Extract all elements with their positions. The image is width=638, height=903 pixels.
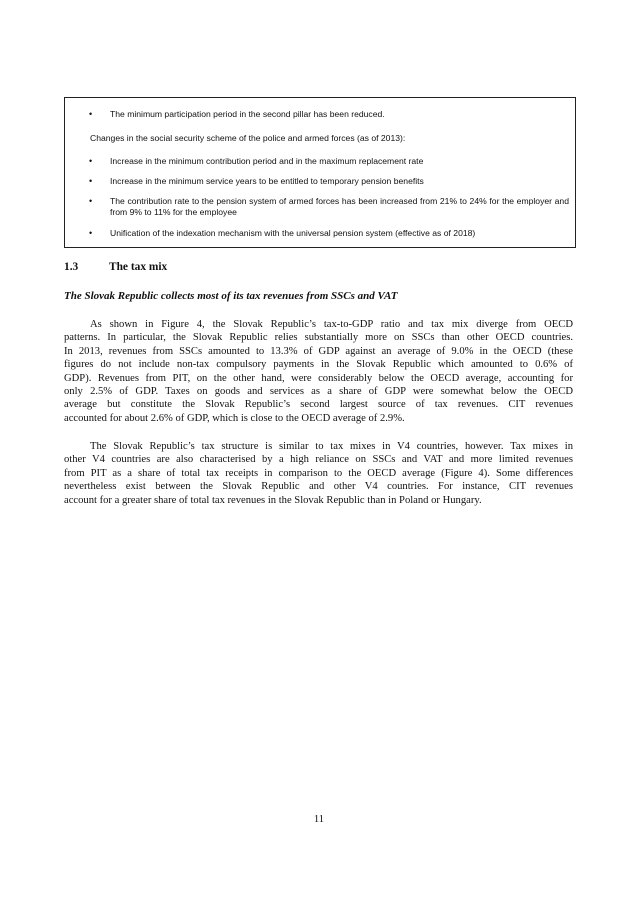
paragraph-line: In 2013, revenues from SSCs amounted to 13.3% of GDP against an average of 9.0% in the OECD (these (64, 345, 573, 357)
bullet-icon: • (89, 228, 93, 238)
page-number: 11 (313, 814, 325, 825)
paragraph-line: As shown in Figure 4, the Slovak Republic’s tax-to-GDP ratio and tax mix diverge from OECD (90, 319, 573, 330)
paragraph-line: account for a greater share of total tax revenues in the Slovak Republic than in Poland or Hungary. (64, 494, 482, 506)
bullet-icon: • (89, 176, 93, 186)
box-bullet-text: Increase in the minimum contribution period and in the maximum replacement rate (110, 156, 424, 166)
paragraph-line: from PIT as a share of total tax receipts in comparison to the OECD average (Figure 4). Some differences (64, 467, 573, 479)
paragraph-line: accounted for about 2.6% of GDP, which is close to the OECD average of 2.9%. (64, 412, 405, 424)
box-bullet-text: The contribution rate to the pension system of armed forces has been increased from 21% to 24% for the employer and from 9% to 11% for the employee (110, 196, 569, 217)
paragraph-line: GDP). Revenues from PIT, on the other hand, were considerably below the OECD average, accounting for (64, 372, 573, 384)
paragraph-line: average but constitute the Slovak Republic’s second largest source of tax revenues. CIT revenues (64, 399, 573, 411)
bullet-icon: • (89, 196, 93, 206)
paragraph-line: only 2.5% of GDP. Taxes on goods and services as a share of GDP were somewhat below the OECD (64, 385, 573, 397)
section-title: The tax mix (109, 261, 168, 273)
section-number: 1.3 (64, 261, 79, 273)
paragraph-line: The Slovak Republic’s tax structure is similar to tax mixes in V4 countries, however. Tax mixes in (90, 441, 573, 452)
body-paragraph-2 (64, 440, 573, 507)
box-bullet-text: Unification of the indexation mechanism with the universal pension system (effective as of 2018) (110, 228, 476, 238)
bullet-icon: • (89, 109, 93, 119)
paragraph-line: patterns. In particular, the Slovak Republic relies substantially more on SSCs than other OECD countries. (64, 332, 573, 344)
paragraph-line: nevertheless exist between the Slovak Republic and other V4 countries. For instance, CIT revenues (64, 481, 573, 493)
pension-reform-box (64, 97, 576, 248)
bullet-icon: • (89, 156, 93, 166)
box-intro-text: Changes in the social security scheme of the police and armed forces (as of 2013): (90, 133, 406, 143)
box-bullet-text: The minimum participation period in the second pillar has been reduced. (110, 109, 385, 119)
box-bullet-text: Increase in the minimum service years to be entitled to temporary pension benefits (110, 176, 424, 186)
paragraph-line: figures do not include non-tax compulsory payments in the Slovak Republic which amounted to 0.6% of (64, 359, 573, 371)
paragraph-line: other V4 countries are also characterised by a high reliance on SSCs and VAT and more limited revenues (64, 454, 573, 466)
section-subheading: The Slovak Republic collects most of its tax revenues from SSCs and VAT (64, 290, 398, 302)
body-paragraph-1 (64, 318, 573, 425)
